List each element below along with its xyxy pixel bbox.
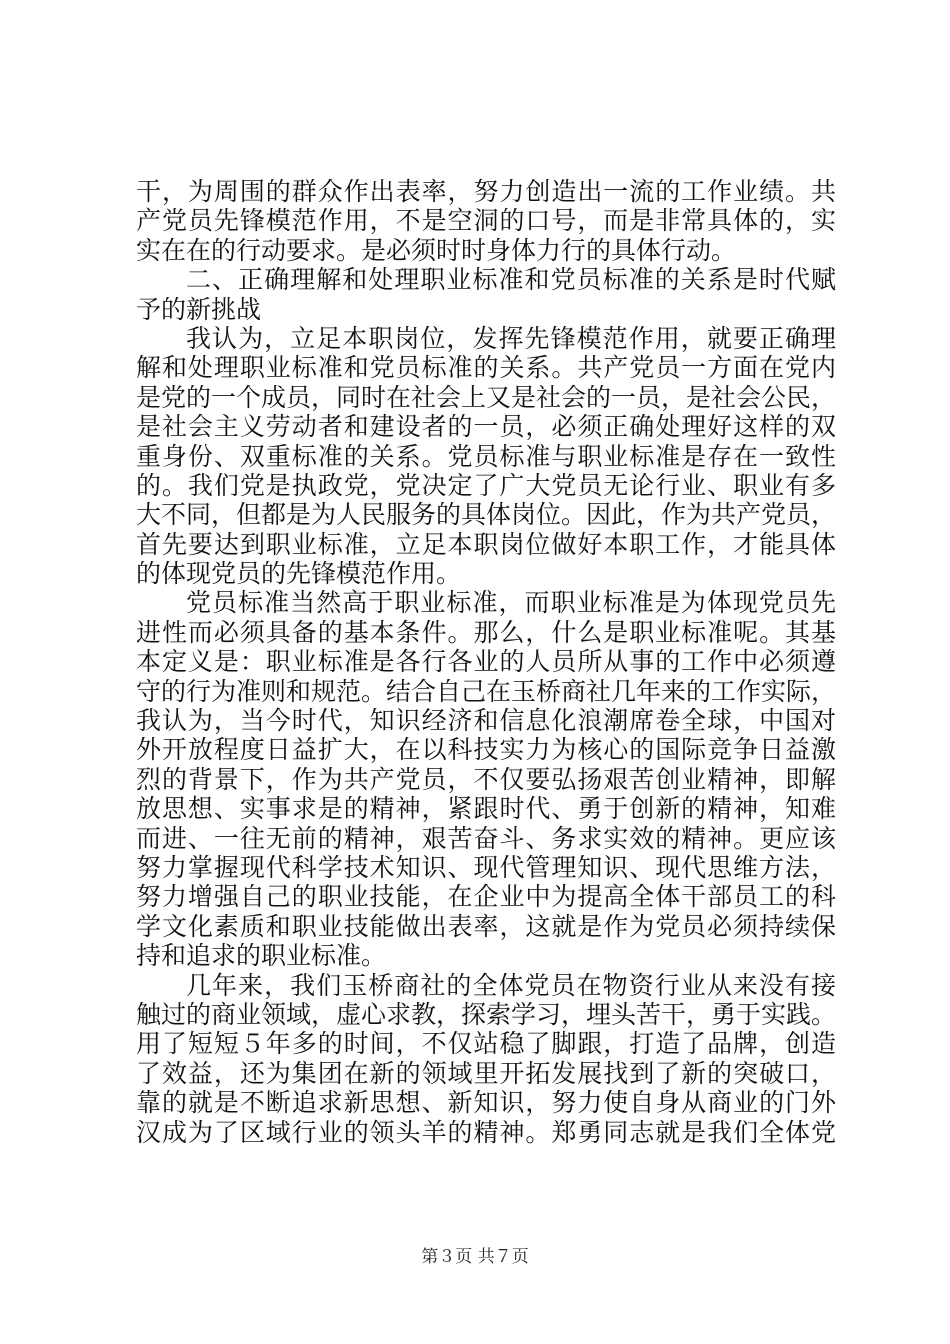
text-line: 学文化素质和职业技能做出表率，这就是作为党员必须持续保 [136, 911, 836, 941]
text-line: 二、正确理解和处理职业标准和党员标准的关系是时代赋 [186, 265, 836, 295]
text-line: 持和追求的职业标准。 [136, 941, 387, 971]
text-line: 我认为，立足本职岗位，发挥先锋模范作用，就要正确理 [186, 323, 836, 353]
text-line: 产党员先锋模范作用，不是空洞的口号，而是非常具体的，实 [136, 206, 836, 236]
text-line: 放思想、实事求是的精神，紧跟时代、勇于创新的精神，知难 [136, 794, 836, 824]
text-line: 守的行为准则和规范。结合自己在玉桥商社几年来的工作实际， [136, 676, 837, 706]
text-line: 的体现党员的先锋模范作用。 [136, 559, 462, 589]
text-line: 干，为周围的群众作出表率，努力创造出一流的工作业绩。共 [136, 177, 836, 206]
text-line: 靠的就是不断追求新思想、新知识，努力使自身从商业的门外 [136, 1088, 836, 1118]
page-number-label: 第３页 共７页 [421, 1247, 529, 1267]
text-line: 大不同，但都是为人民服务的具体岗位。因此，作为共产党员， [136, 500, 837, 530]
text-line: 烈的背景下，作为共产党员，不仅要弘扬艰苦创业精神，即解 [136, 764, 836, 794]
text-line: 汉成为了区域行业的领头羊的精神。郑勇同志就是我们全体党 [136, 1117, 836, 1147]
text-line: 努力增强自己的职业技能，在企业中为提高全体干部员工的科 [136, 882, 836, 912]
text-line: 党员标准当然高于职业标准，而职业标准是为体现党员先 [186, 588, 836, 618]
text-line: 外开放程度日益扩大，在以科技实力为核心的国际竞争日益激 [136, 735, 836, 765]
text-line: 我认为，当今时代，知识经济和信息化浪潮席卷全球，中国对 [136, 706, 836, 736]
page-footer [0, 1247, 950, 1267]
text-line: 的。我们党是执政党，党决定了广大党员无论行业、职业有多 [136, 470, 836, 500]
text-line: 进性而必须具备的基本条件。那么，什么是职业标准呢。其基 [136, 617, 836, 647]
text-line: 用了短短５年多的时间，不仅站稳了脚跟，打造了品牌，创造 [136, 1029, 836, 1059]
text-line: 予的新挑战 [136, 294, 262, 324]
text-line: 解和处理职业标准和党员标准的关系。共产党员一方面在党内 [136, 353, 836, 383]
text-line: 努力掌握现代科学技术知识、现代管理知识、现代思维方法， [136, 852, 836, 882]
text-line: 实在在的行动要求。是必须时时身体力行的具体行动。 [136, 235, 737, 265]
text-line: 了效益，还为集团在新的领域里开拓发展找到了新的突破口， [136, 1058, 836, 1088]
text-line: 首先要达到职业标准，立足本职岗位做好本职工作，才能具体 [136, 529, 836, 559]
text-line: 触过的商业领域，虚心求教，探索学习，埋头苦干，勇于实践。 [136, 999, 837, 1029]
text-line: 几年来，我们玉桥商社的全体党员在物资行业从来没有接 [186, 970, 836, 1000]
text-line: 是党的一个成员，同时在社会上又是社会的一员，是社会公民， [136, 382, 837, 412]
text-line: 是社会主义劳动者和建设者的一员，必须正确处理好这样的双 [136, 412, 836, 442]
text-line: 本定义是：职业标准是各行各业的人员所从事的工作中必须遵 [136, 647, 836, 677]
document-body [136, 177, 836, 1147]
text-line: 重身份、双重标准的关系。党员标准与职业标准是存在一致性 [136, 441, 836, 471]
text-line: 而进、一往无前的精神，艰苦奋斗、务求实效的精神。更应该 [136, 823, 836, 853]
